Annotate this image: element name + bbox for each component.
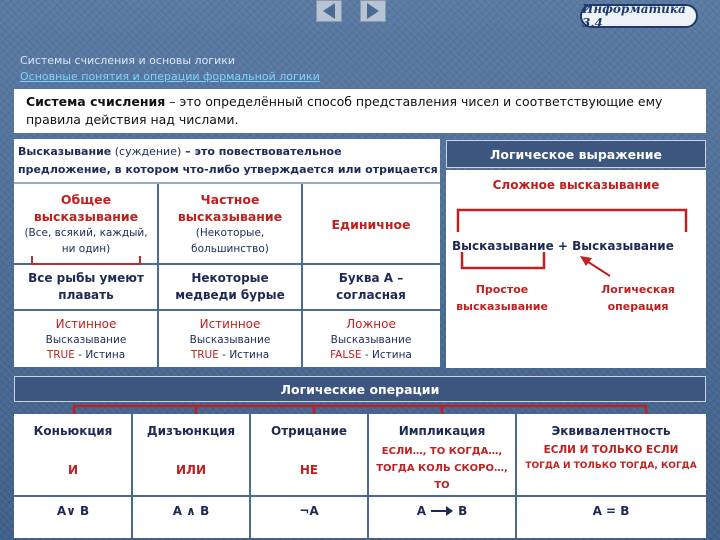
op-formula: А ∧ В (172, 504, 210, 518)
formula-a: Высказывание (452, 239, 554, 253)
logical-operations-title: Логические операции (14, 376, 706, 402)
truth-word: Истина (229, 349, 270, 361)
statement-term2: (суждение) (114, 145, 182, 158)
header-title: Единичное (331, 216, 411, 232)
breadcrumb-link[interactable]: Основные понятия и операции формальной логики (20, 70, 320, 83)
truth-code: FALSE (330, 349, 362, 361)
op-name: Коньюкция (33, 424, 113, 438)
previous-slide-button[interactable] (316, 0, 342, 22)
divider (14, 309, 440, 311)
truth-word: Истина (85, 349, 126, 361)
op-word: ЕСЛИ…, ТО КОГДА…, ТОГДА КОЛЬ СКОРО…, ТО (376, 445, 508, 491)
statement-definition (18, 143, 438, 179)
divider (301, 184, 303, 367)
subject-badge (580, 4, 698, 28)
arrow-right-icon (430, 505, 454, 517)
truth-label: Высказывание (189, 334, 271, 346)
formula (452, 239, 702, 253)
triangle-left-icon (323, 3, 335, 19)
subject-badge-text: Информатика 3.4 (582, 2, 686, 30)
divider (157, 184, 159, 367)
op-formula: А = В (592, 504, 630, 518)
logic-expression-title: Логическое выражение (446, 140, 706, 168)
header-title: Частное высказывание (177, 192, 283, 224)
op-formula-b: В (458, 504, 468, 518)
op-word: НЕ (299, 463, 319, 477)
simple-statement: Простое высказывание (456, 283, 548, 313)
divider (131, 414, 133, 538)
truth-label: Высказывание (45, 334, 127, 346)
op-name: Эквивалентность (551, 424, 671, 438)
complex-statement: Сложное высказывание (492, 178, 660, 192)
breadcrumb-section: Системы счисления и основы логики (20, 54, 236, 67)
definition-box (14, 89, 706, 133)
truth-code: TRUE (190, 349, 219, 361)
op-word-main: ЕСЛИ И ТОЛЬКО ЕСЛИ (543, 444, 679, 456)
divider (249, 414, 251, 538)
next-slide-button[interactable] (360, 0, 386, 22)
truth-value: Ложное (346, 317, 396, 331)
truth-value: Истинное (199, 317, 261, 331)
statement-line1: – это повествовательное (181, 145, 342, 158)
example-cell: Буква А – согласная (336, 271, 406, 302)
op-formula-implication (370, 498, 514, 524)
op-formula: ¬А (299, 504, 319, 518)
divider (515, 414, 517, 538)
example-cell: Все рыбы умеют плавать (28, 271, 144, 302)
example-cell: Некоторые медведи бурые (175, 271, 285, 302)
header-cell-partial (160, 186, 300, 262)
truth-word: Истина (372, 349, 412, 361)
header-cell-general (16, 186, 156, 262)
header-note: (Некоторые, большинство) (191, 227, 269, 255)
truth-label: Высказывание (330, 334, 412, 346)
statement-line2: предложение, в котором что-либо утверждается или отрицается (18, 163, 438, 176)
op-word-sub: ТОГДА И ТОЛЬКО ТОГДА, КОГДА (525, 461, 697, 471)
statement-term: Высказывание (18, 145, 112, 158)
grouping-bracket (16, 254, 300, 270)
triangle-right-icon (367, 3, 379, 19)
op-formula-a: А (416, 504, 427, 518)
op-name: Импликация (398, 424, 486, 438)
divider (367, 414, 369, 538)
truth-value: Истинное (55, 317, 117, 331)
logical-operation: Логическая операция (601, 283, 675, 313)
op-formula: А∨ В (56, 504, 90, 518)
truth-cell: Ложное Высказывание FALSE - Истина (330, 317, 412, 361)
truth-cell: Истинное Высказывание TRUE - Истина (189, 317, 271, 361)
op-word: ИЛИ (175, 463, 207, 477)
op-word (518, 442, 704, 474)
op-name: Дизъюнкция (146, 424, 236, 438)
definition-term: Система счисления (26, 94, 166, 109)
header-note: (Все, всякий, каждый, ни один) (24, 227, 148, 255)
formula-b: Высказывание (572, 239, 674, 253)
op-name: Отрицание (271, 424, 347, 438)
formula-plus: + (553, 239, 573, 253)
header-title: Общее высказывание (33, 192, 139, 224)
op-word: И (67, 463, 79, 477)
truth-code: TRUE (46, 349, 75, 361)
header-cell-single (304, 186, 438, 262)
definition-text: – это определённый способ представления чисел и соответствующие ему правила действия над числами. (26, 94, 663, 127)
truth-cell: Истинное Высказывание TRUE - Истина (45, 317, 127, 361)
divider (14, 182, 440, 184)
divider (14, 495, 706, 497)
